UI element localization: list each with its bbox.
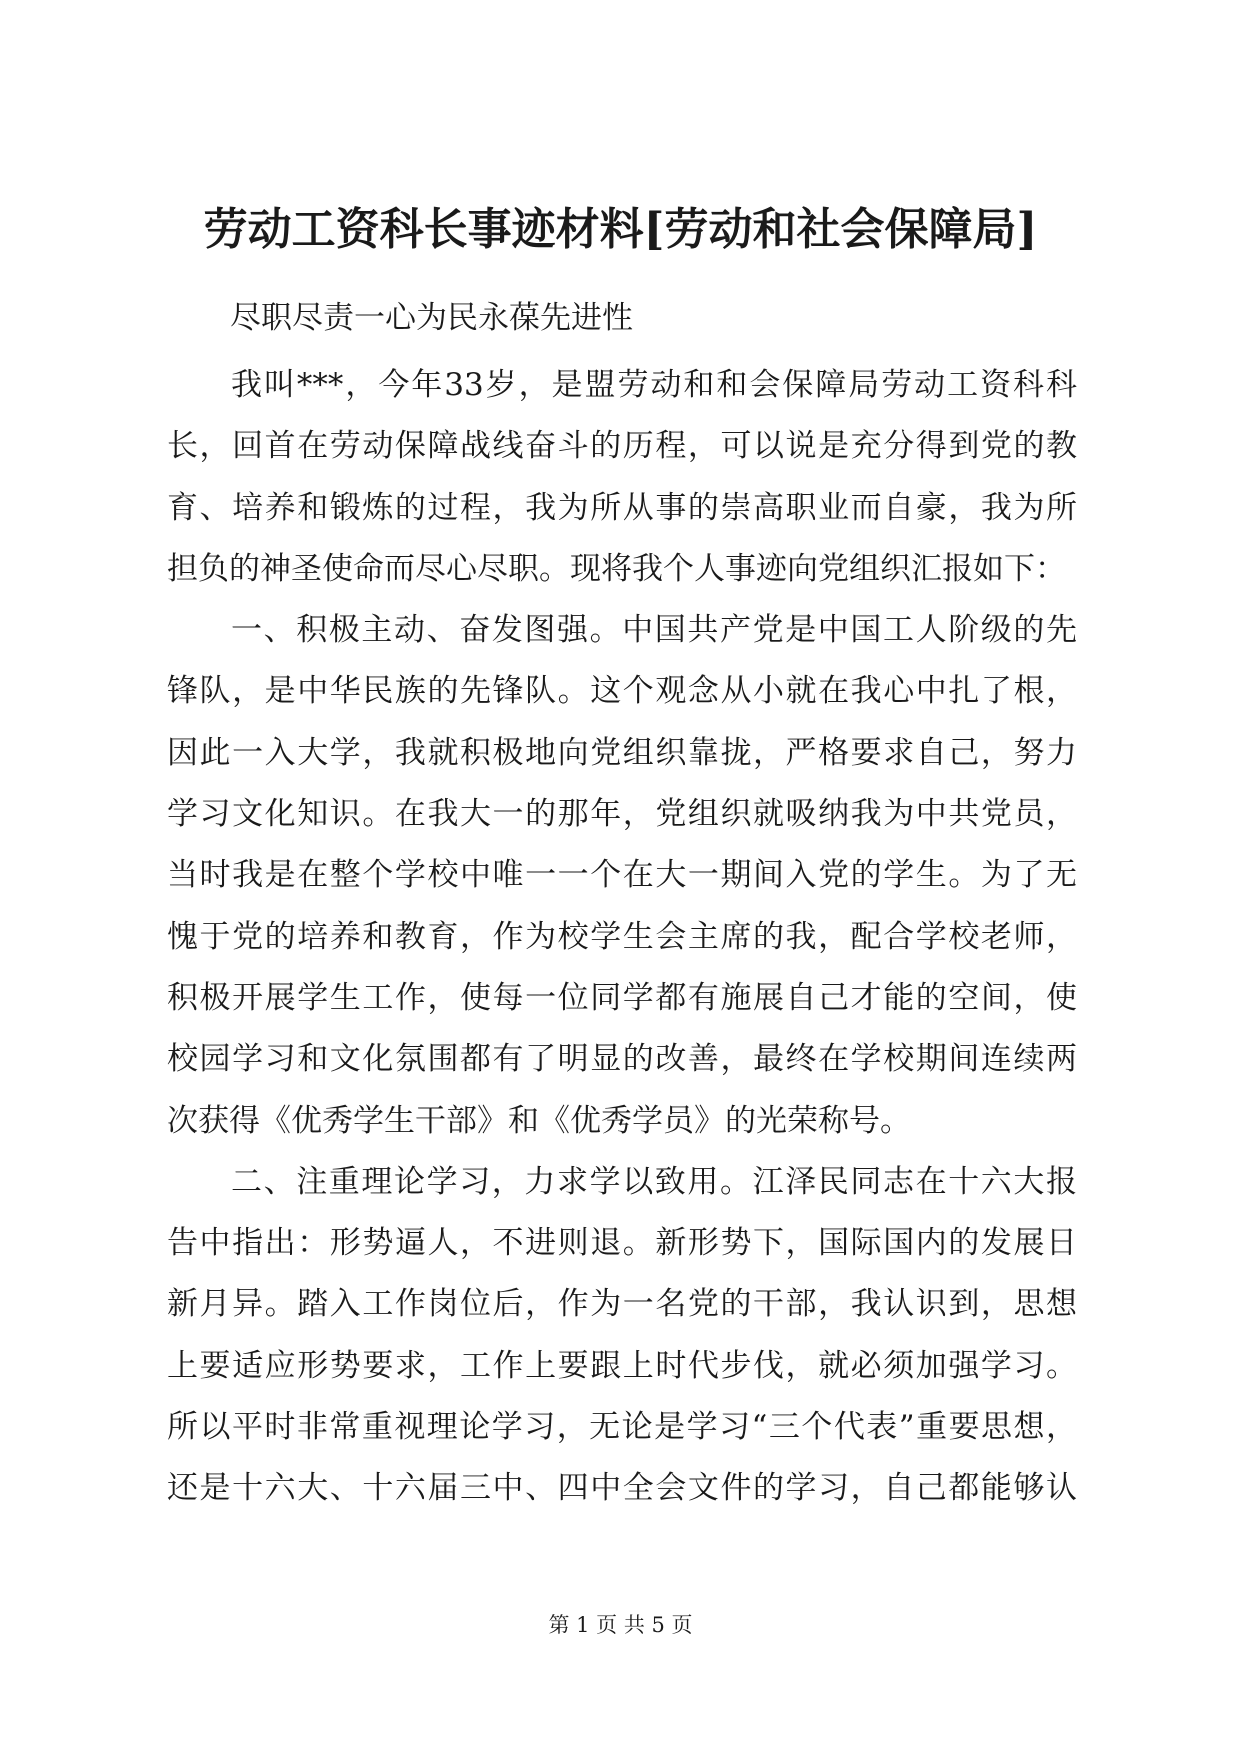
paragraph-2-line-6: 愧于党的培养和教育，作为校学生会主席的我，配合学校老师， [167,918,1077,955]
paragraph-3-line-1: 二、注重理论学习，力求学以致用。江泽民同志在十六大报 [231,1163,1077,1200]
paragraph-3-line-2: 告中指出：形势逼人，不进则退。新形势下，国际国内的发展日 [167,1225,1077,1262]
document-body [167,355,1077,1520]
paragraph-2-line-5: 当时我是在整个学校中唯一一个在大一期间入党的学生。为了无 [167,857,1077,894]
paragraph-2-line-8: 校园学习和文化氛围都有了明显的改善，最终在学校期间连续两 [167,1041,1077,1078]
paragraph-1-line-2: 长，回首在劳动保障战线奋斗的历程，可以说是充分得到党的教 [167,428,1077,465]
paragraph-3-line-5: 所以平时非常重视理论学习，无论是学习“三个代表”重要思想， [167,1409,1077,1446]
document-subtitle: 尽职尽责一心为民永葆先进性 [230,300,633,336]
paragraph-3-line-4: 上要适应形势要求，工作上要跟上时代步伐，就必须加强学习。 [167,1347,1077,1384]
paragraph-3-line-6: 还是十六大、十六届三中、四中全会文件的学习，自己都能够认 [167,1470,1077,1507]
paragraph-1-line-4: 担负的神圣使命而尽心尽职。现将我个人事迹向党组织汇报如下： [167,550,1066,587]
paragraph-2-line-2: 锋队，是中华民族的先锋队。这个观念从小就在我心中扎了根， [167,673,1077,710]
paragraph-2-line-7: 积极开展学生工作，使每一位同学都有施展自己才能的空间，使 [167,979,1077,1016]
paragraph-2-line-4: 学习文化知识。在我大一的那年，党组织就吸纳我为中共党员， [167,796,1077,833]
paragraph-1-line-3: 育、培养和锻炼的过程，我为所从事的崇高职业而自豪，我为所 [167,489,1077,526]
paragraph-2-line-9: 次获得《优秀学生干部》和《优秀学员》的光荣称号。 [167,1102,911,1139]
paragraph-1-line-1: 我叫***，今年33岁，是盟劳动和和会保障局劳动工资科科 [231,367,1077,403]
paragraph-2-line-1: 一、积极主动、奋发图强。中国共产党是中国工人阶级的先 [231,612,1077,649]
paragraph-2-line-3: 因此一入大学，我就积极地向党组织靠拢，严格要求自己，努力 [167,734,1077,771]
paragraph-3-line-3: 新月异。踏入工作岗位后，作为一名党的干部，我认识到，思想 [167,1286,1077,1323]
document-title: 劳动工资科长事迹材料[劳动和社会保障局] [203,204,1038,255]
page-number-footer: 第 1 页 共 5 页 [548,1613,693,1637]
